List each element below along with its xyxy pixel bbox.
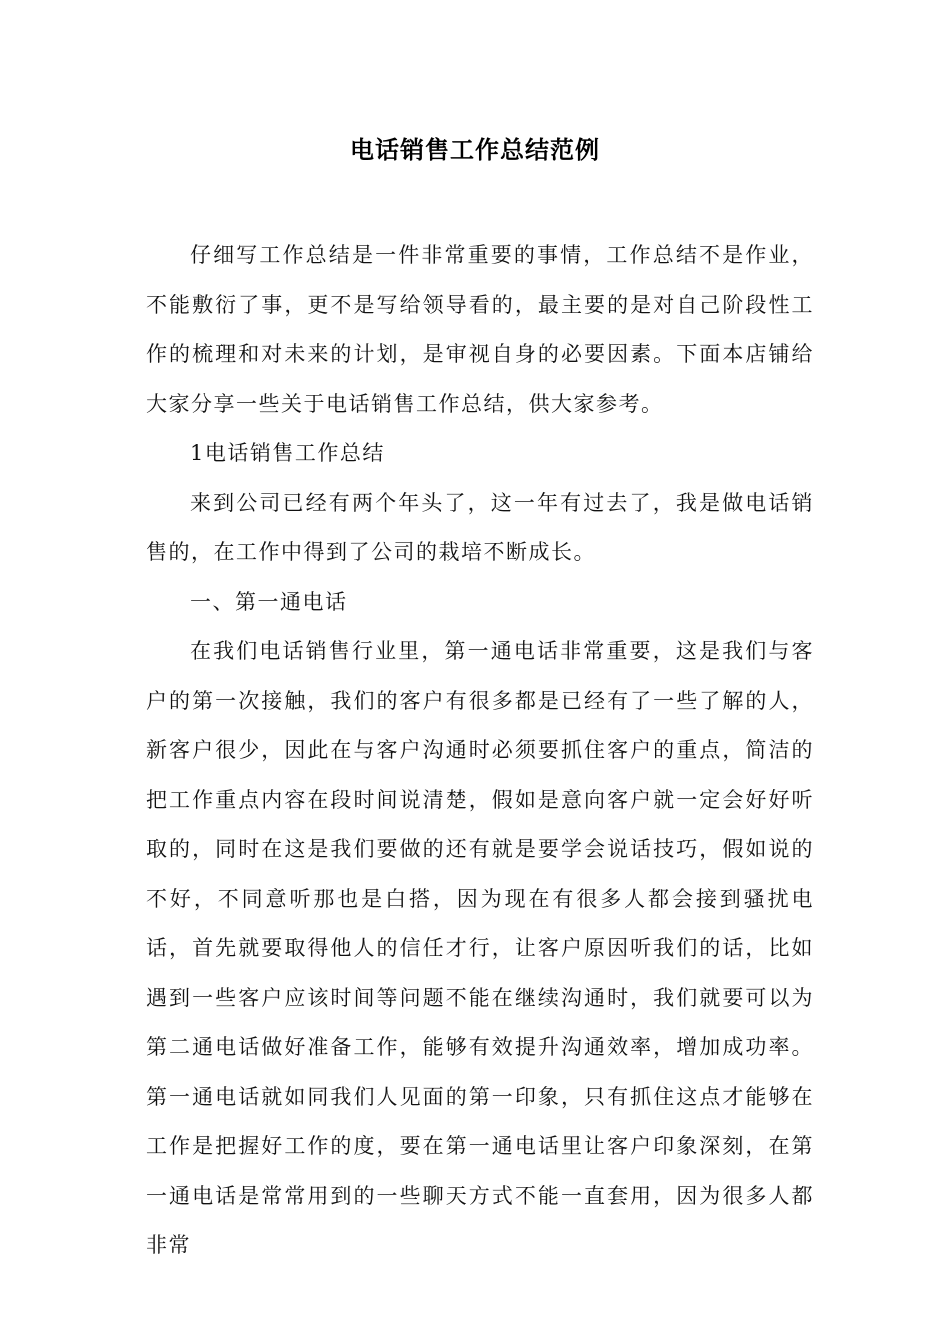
document-title: 电话销售工作总结范例 [350, 136, 600, 164]
section-heading: 1电话销售工作总结 [190, 441, 385, 465]
body-paragraph: 来到公司已经有两个年头了，这一年有过去了，我是做电话销售的，在工作中得到了公司的栽培不断成长。 [146, 490, 814, 564]
subsection-heading: 一、第一通电话 [190, 589, 348, 614]
body-paragraph: 在我们电话销售行业里，第一通电话非常重要，这是我们与客户的第一次接触，我们的客户有很多都是已经有了一些了解的人，新客户很少，因此在与客户沟通时必须要抓住客户的重点，简洁的把工作重点内容在段时间说清楚，假如是意向客户就一定会好好听取的，同时在这是我们要做的还有就是要学会说话技巧，假如说的不好，不同意听那也是白搭，因为现在有很多人都会接到骚扰电话，首先就要取得他人的信任才行，让客户原因听我们的话，比如遇到一些客户应该时间等问题不能在继续沟通时，我们就要可以为第二通电话做好准备工作，能够有效提升沟通效率，增加成功率。第一通电话就如同我们人见面的第一印象，只有抓住这点才能够在工作是把握好工作的度，要在第一通电话里让客户印象深刻，在第一通电话是常常用到的一些聊天方式不能一直套用，因为很多人都非常 [146, 639, 814, 1257]
document-body [146, 231, 814, 1271]
intro-paragraph: 仔细写工作总结是一件非常重要的事情，工作总结不是作业，不能敷衍了事，更不是写给领导看的，最主要的是对自己阶段性工作的梳理和对未来的计划，是审视自身的必要因素。下面本店铺给大家分享一些关于电话销售工作总结，供大家参考。 [146, 243, 814, 416]
